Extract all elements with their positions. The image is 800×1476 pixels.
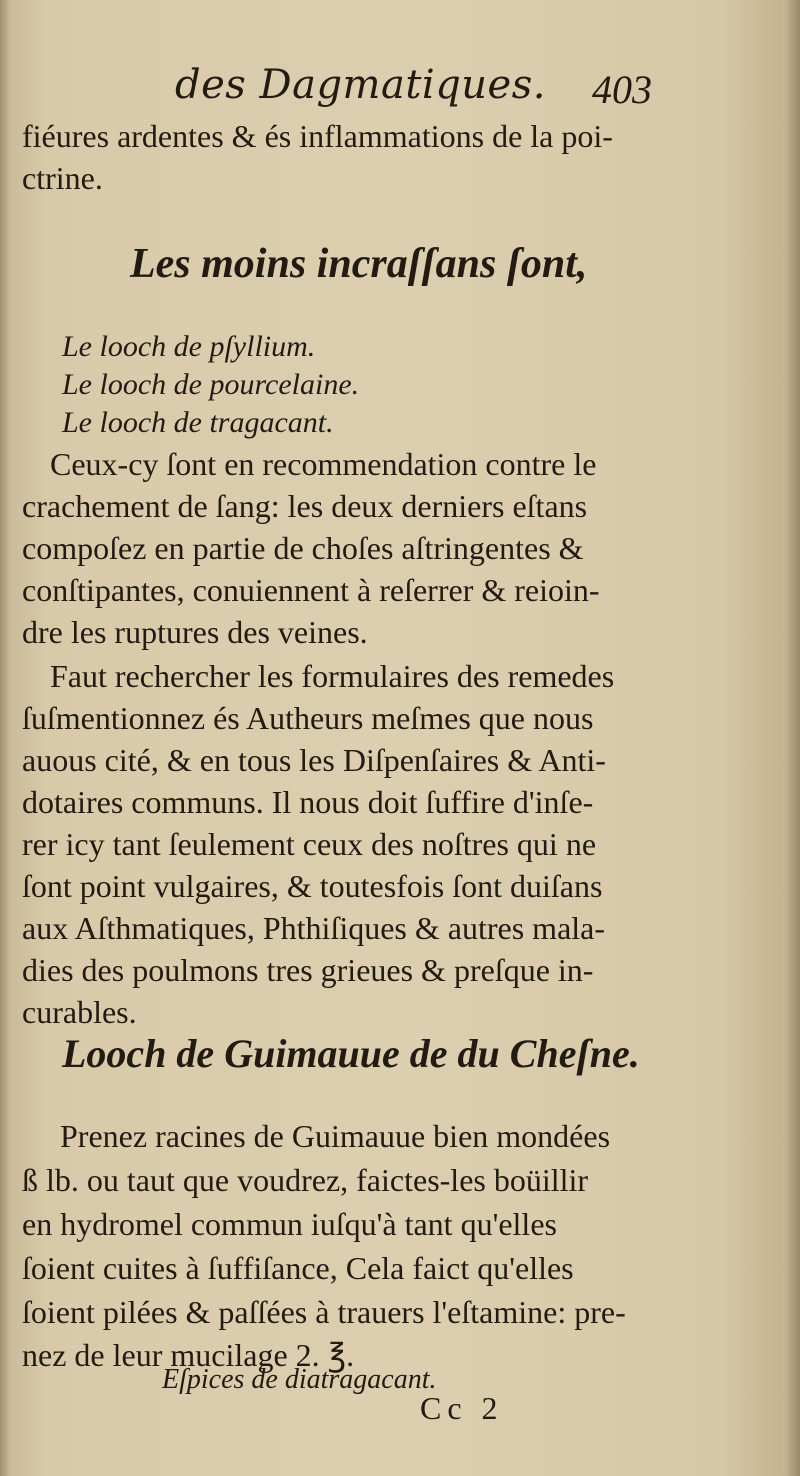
text-line: crachement de ſang: les deux derniers eſtans — [22, 488, 588, 524]
page-number: 403 — [592, 67, 652, 112]
remedy-item: Le looch de pourcelaine. — [62, 368, 360, 401]
remedy-item: Le looch de pſyllium. — [62, 330, 316, 363]
text-line: dies des poulmons tres grieues & preſque in- — [22, 952, 594, 988]
text-line: ſuſmentionnez és Autheurs meſmes que nous — [22, 700, 594, 736]
text-line: compoſez en partie de choſes aſtringentes & — [22, 530, 584, 566]
text-line: Prenez racines de Guimauue bien mondées — [60, 1118, 611, 1154]
text-line: rer icy tant ſeulement ceux des noſtres qui ne — [22, 826, 597, 862]
text-line: curables. — [22, 994, 137, 1030]
text-line: auous cité, & en tous les Diſpenſaires & Anti- — [22, 742, 606, 778]
text-line: ctrine. — [22, 160, 103, 196]
text-line: ſont point vulgaires, & toutesfois ſont duiſans — [22, 868, 603, 904]
text-line: dotaires communs. Il nous doit ſuffire d'inſe- — [22, 784, 594, 820]
text-line: ſoient pilées & paſſées à trauers l'eſtamine: pre- — [22, 1294, 626, 1330]
text-line: fiéures ardentes & és inflammations de la poi- — [22, 118, 613, 154]
text-line: dre les ruptures des veines. — [22, 614, 368, 650]
text-line: nez de leur mucilage 2. ℥. — [22, 1337, 355, 1373]
running-title: des Dagmatiques. — [175, 62, 546, 108]
page-footer — [0, 1390, 800, 1440]
text-line: aux Aſthmatiques, Phthiſiques & autres mala- — [22, 910, 606, 946]
text-line: en hydromel commun iuſqu'à tant qu'elles — [22, 1206, 557, 1242]
remedy-item: Le looch de tragacant. — [62, 406, 334, 439]
text-line: conſtipantes, conuiennent à reſerrer & reioin- — [22, 572, 600, 608]
text-line: ſoient cuites à ſuffiſance, Cela faict qu'elles — [22, 1250, 574, 1286]
section-title: Looch de Guimauue de du Cheſne. — [62, 1031, 640, 1076]
subheading: Les moins incraſſans ſont, — [130, 241, 588, 287]
italic-line: Eſpices de diatragacant. — [162, 1364, 437, 1395]
signature-mark: Cc 2 — [420, 1390, 504, 1426]
text-line: ß lb. ou taut que voudrez, faictes-les boüillir — [22, 1162, 589, 1198]
page-header — [0, 62, 800, 122]
spine-shadow — [786, 0, 800, 1476]
text-line: Ceux-cy ſont en recommendation contre le — [50, 446, 597, 482]
text-line: Faut rechercher les formulaires des remedes — [50, 658, 615, 694]
page-edge-shadow — [0, 0, 10, 1476]
